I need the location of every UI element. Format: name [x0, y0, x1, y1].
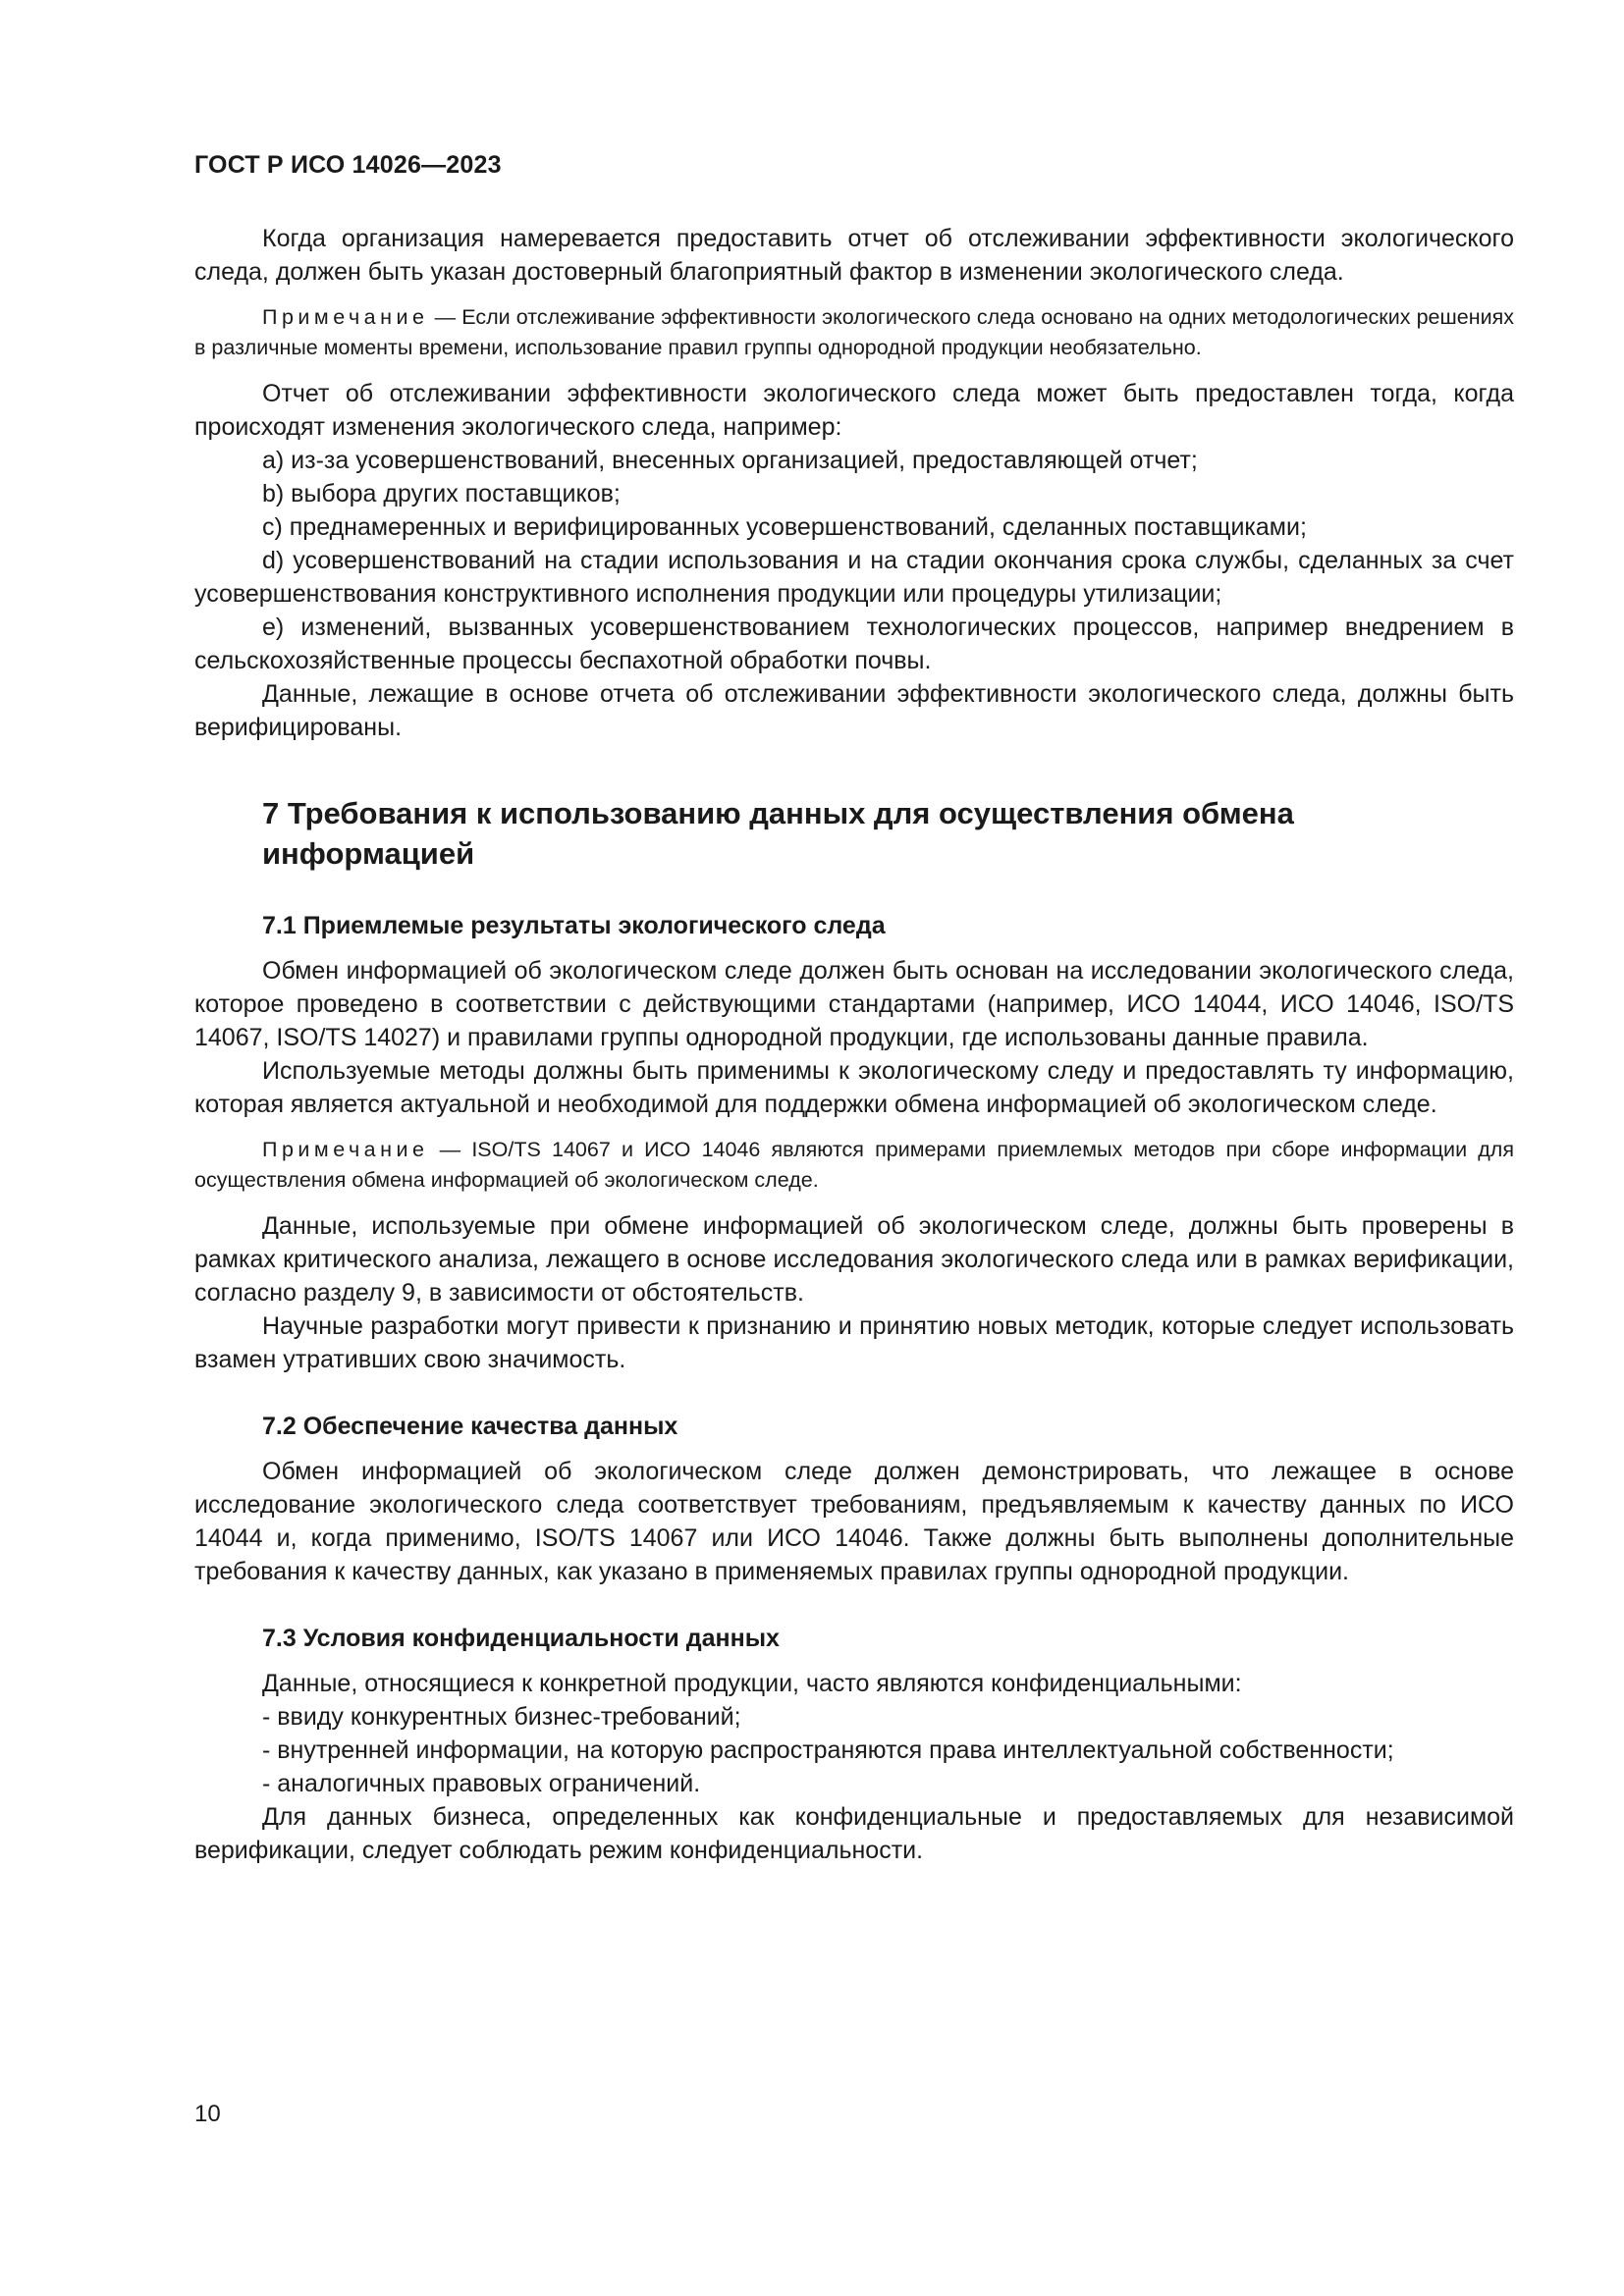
paragraph-footprint-report: Когда организация намеревается предоставить отчет об отслеживании эффективности экологического следа, должен быть указан достоверный благоприятный фактор в изменении экологического следа. — [194, 225, 1514, 286]
list-item-competitive: - ввиду конкурентных бизнес-требований; — [262, 1703, 741, 1731]
note-label: Примечание — [262, 305, 429, 329]
paragraph-7-1-basis: Обмен информацией об экологическом следе должен быть основан на исследовании экологического следа, которое проведено в соответствии с действующими стандартами (например, ИСО 14044, ИСО 14046, ISO/TS 14067, ISO/TS 14027) и правилами группы однородной продукции, где использованы данные правила. — [194, 957, 1514, 1051]
paragraph-7-1-review: Данные, используемые при обмене информацией об экологическом следе, должны быть проверены в рамках критического анализа, лежащего в основе исследования экологического следа или в рамках верификации, согласно разделу 9, в зависимости от обстоятельств. — [194, 1212, 1514, 1307]
document-body — [194, 222, 1514, 1867]
paragraph-7-1-science: Научные разработки могут привести к признанию и принятию новых методик, которые следует использовать взамен утративших свою значимость. — [194, 1312, 1514, 1373]
paragraph-tracking-report: Отчет об отслеживании эффективности экологического следа может быть предоставлен тогда, когда происходят изменения экологического следа, например: — [194, 380, 1514, 441]
list-item-b: b) выбора других поставщиков; — [262, 480, 621, 507]
list-item-intellectual-property: - внутренней информации, на которую распространяются права интеллектуальной собственности; — [262, 1736, 1394, 1764]
list-item-a: a) из-за усовершенствований, внесенных организацией, предоставляющей отчет; — [262, 447, 1198, 474]
paragraph-7-3-regime: Для данных бизнеса, определенных как конфиденциальные и предоставляемых для независимой верификации, следует соблюдать режим конфиденциальности. — [194, 1803, 1514, 1864]
paragraph-7-3-confidential: Данные, относящиеся к конкретной продукции, часто являются конфиденциальными: — [262, 1670, 1242, 1697]
note-2 — [194, 1135, 1514, 1196]
paragraph-7-2-quality: Обмен информацией об экологическом следе должен демонстрировать, что лежащее в основе исследование экологического следа соответствует требованиям, предъявляемым к качеству данных по ИСО 14044 и, когда применимо, ISO/TS 14067 или ИСО 14046. Также должны быть выполнены дополнительные требования к качеству данных, как указано в применяемых правилах группы однородной продукции. — [194, 1458, 1514, 1585]
note-label: Примечание — [262, 1138, 429, 1161]
document-header: ГОСТ Р ИСО 14026—2023 — [194, 151, 502, 179]
page-number: 10 — [194, 2101, 221, 2127]
section-7-3-heading: 7.3 Условия конфиденциальности данных — [262, 1625, 780, 1652]
note-1 — [194, 302, 1514, 363]
section-7-heading: 7 Требования к использованию данных для осуществления обмена информацией — [262, 796, 1294, 871]
list-item-legal: - аналогичных правовых ограничений. — [262, 1770, 701, 1797]
list-item-e: e) изменений, вызванных усовершенствованием технологических процессов, например внедрением в сельскохозяйственные процессы беспахотной обработки почвы. — [194, 614, 1514, 674]
paragraph-7-1-methods: Используемые методы должны быть применимы к экологическому следу и предоставлять ту информацию, которая является актуальной и необходимой для поддержки обмена информацией об экологическом следе. — [194, 1057, 1514, 1118]
list-item-c: c) преднамеренных и верифицированных усовершенствований, сделанных поставщиками; — [262, 513, 1307, 541]
note-text: — ISO/TS 14067 и ИСО 14046 являются примерами приемлемых методов при сборе информации для осуществления обмена информацией об экологическом следе. — [194, 1138, 1514, 1192]
note-text: — Если отслеживание эффективности экологического следа основано на одних методологических решениях в различные моменты времени, использование правил группы однородной продукции необязательно. — [194, 305, 1514, 359]
section-7-1-heading: 7.1 Приемлемые результаты экологического следа — [262, 912, 886, 939]
list-item-d: d) усовершенствований на стадии использования и на стадии окончания срока службы, сделанных за счет усовершенствования конструктивного исполнения продукции или процедуры утилизации; — [194, 547, 1514, 608]
paragraph-verified-data: Данные, лежащие в основе отчета об отслеживании эффективности экологического следа, должны быть верифицированы. — [194, 680, 1514, 741]
section-7-2-heading: 7.2 Обеспечение качества данных — [262, 1413, 678, 1440]
document-page — [194, 0, 1514, 2296]
